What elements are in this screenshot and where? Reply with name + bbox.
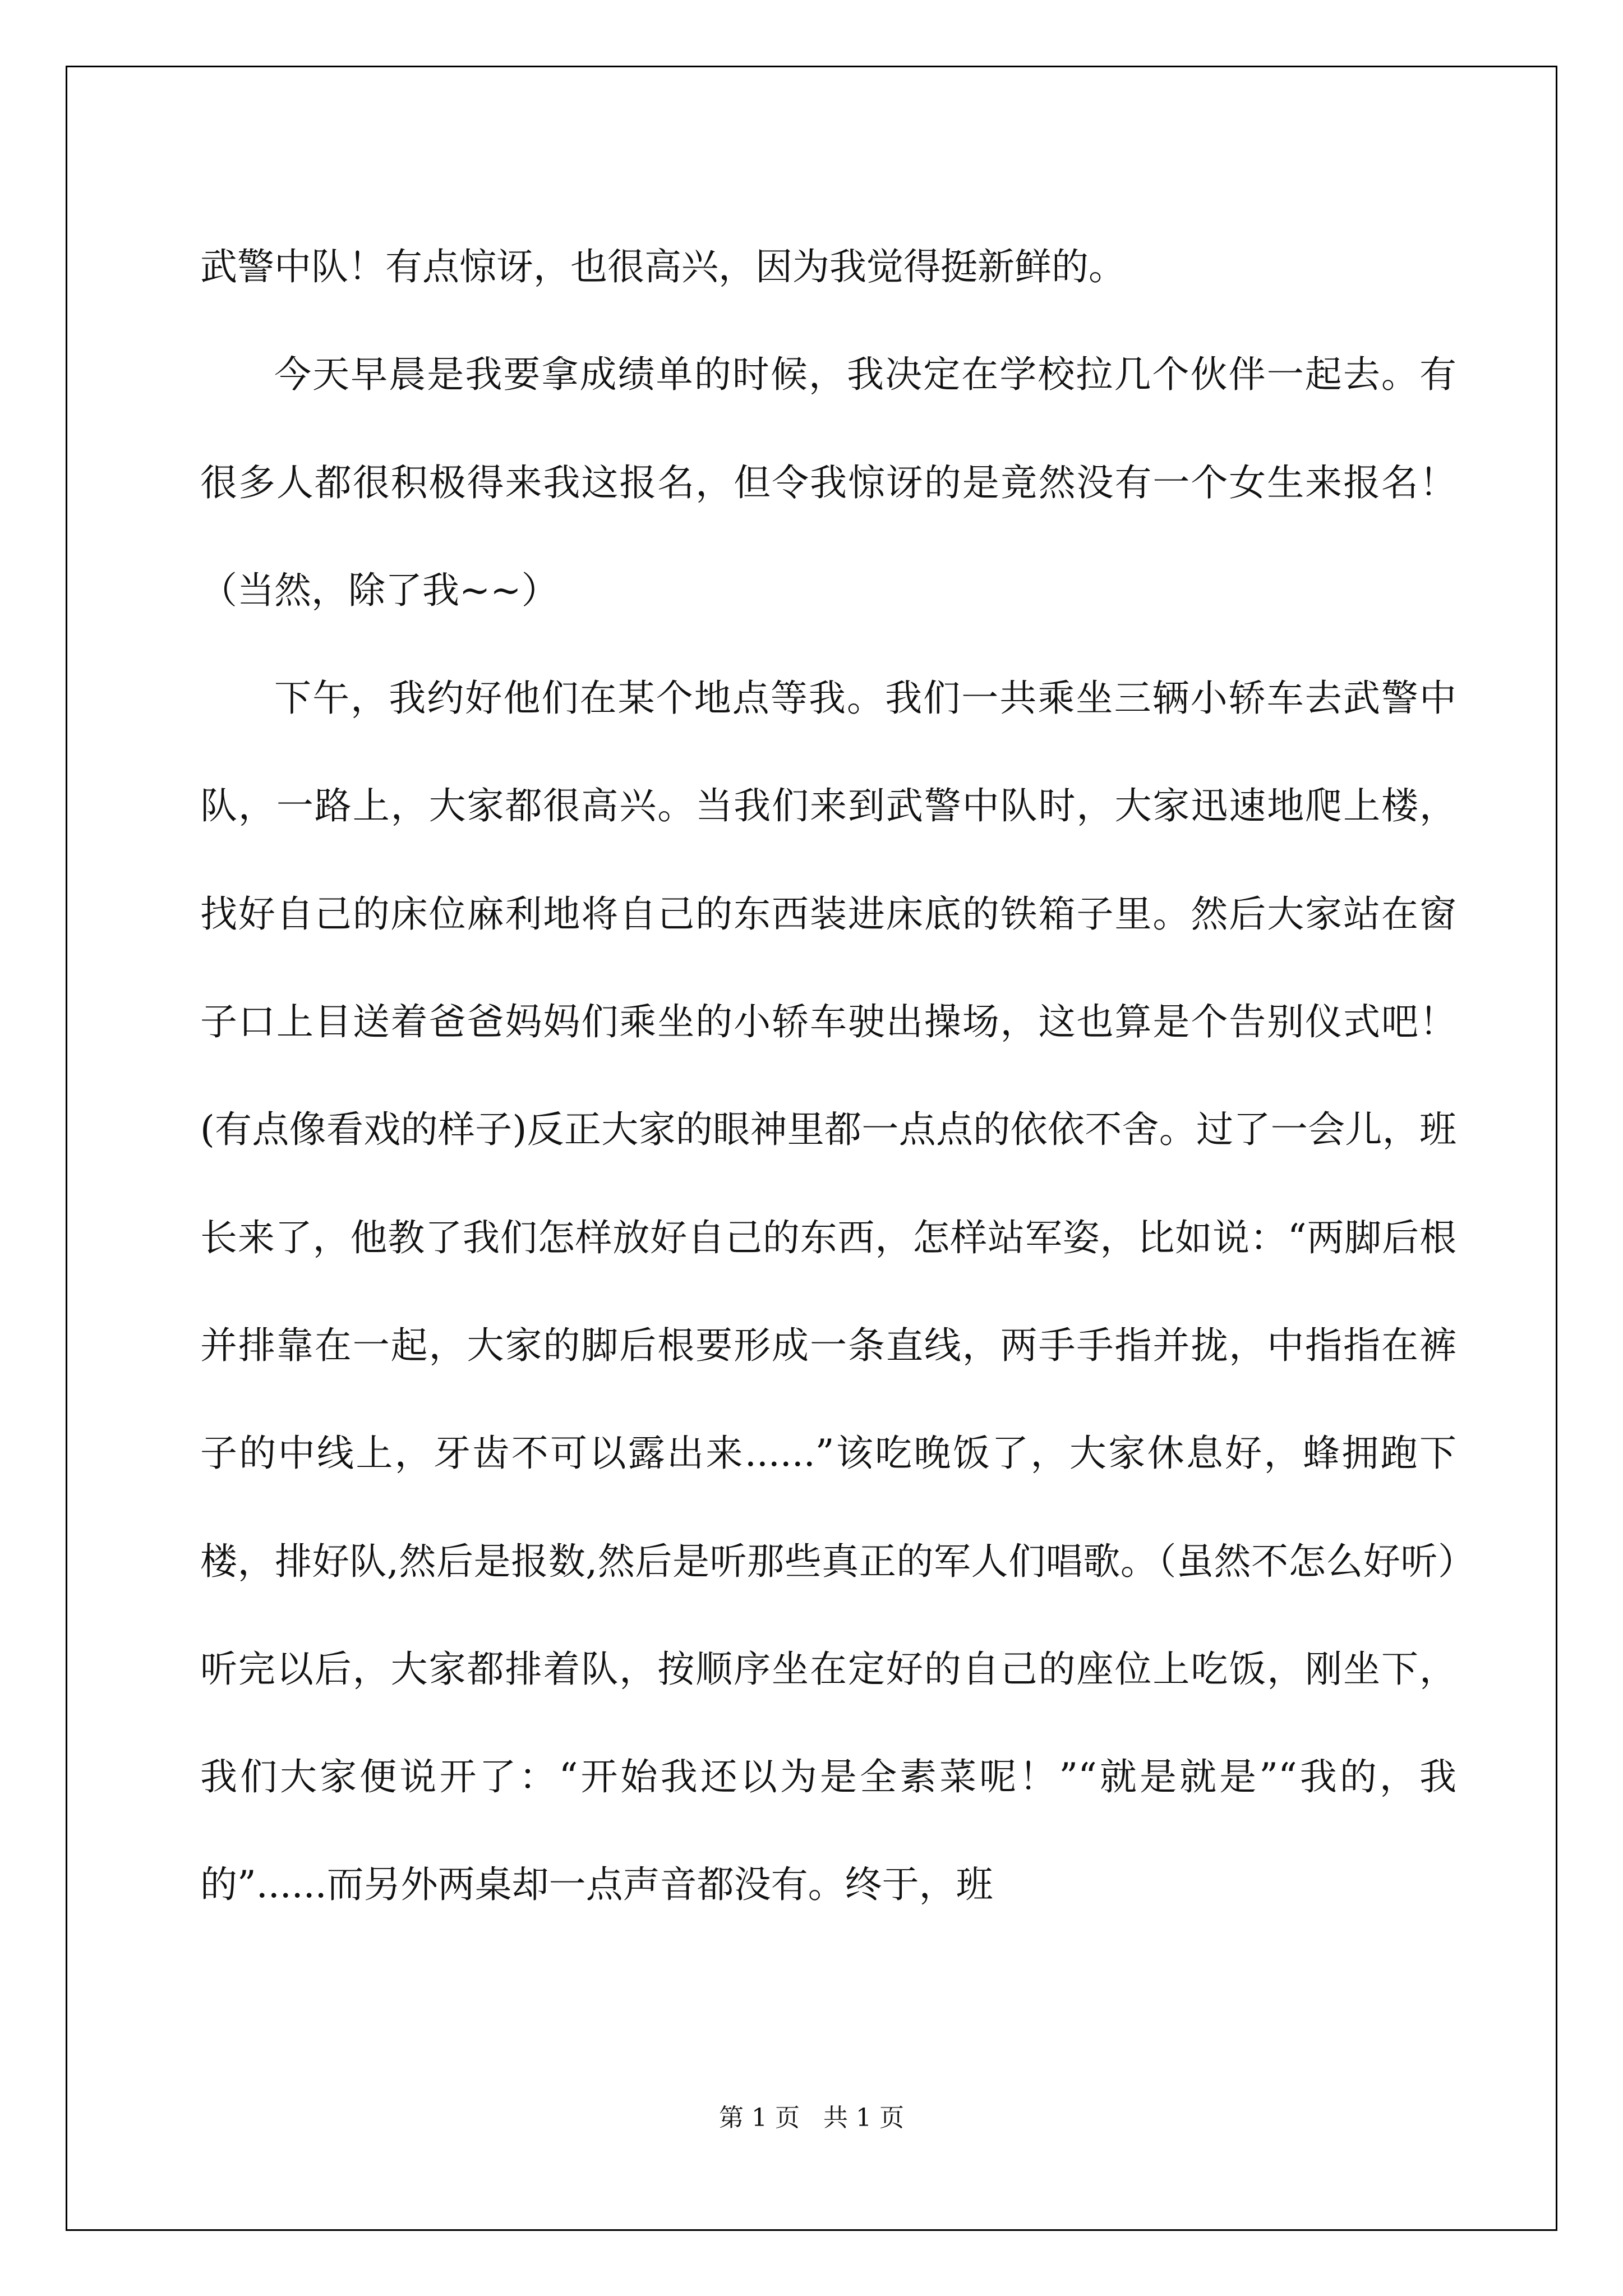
page-number-footer: 第 1 页 共 1 页	[719, 2104, 904, 2132]
document-body	[200, 213, 1456, 1939]
paragraph-2: 今天早晨是我要拿成绩单的时候，我决定在学校拉几个伙伴一起去。有很多人都很积极得来我这报名，但令我惊讶的是竟然没有一个女生来报名！（当然，除了我~~）	[200, 353, 1456, 612]
paragraph-3: 下午，我约好他们在某个地点等我。我们一共乘坐三辆小轿车去武警中队，一路上，大家都很高兴。当我们来到武警中队时，大家迅速地爬上楼，找好自己的床位麻利地将自己的东西装进床底的铁箱子里。然后大家站在窗子口上目送着爸爸妈妈们乘坐的小轿车驶出操场，这也算是个告别仪式吧！(有点像看戏的样子)反正大家的眼神里都一点点的依依不舍。过了一会儿，班长来了，他教了我们怎样放好自己的东西，怎样站军姿，比如说：“两脚后根并排靠在一起，大家的脚后根要形成一条直线，两手手指并拢，中指指在裤子的中线上，牙齿不可以露出来......”该吃晚饭了，大家休息好，蜂拥跑下楼，排好队,然后是报数,然后是听那些真正的军人们唱歌。（虽然不怎么好听）听完以后，大家都排着队，按顺序坐在定好的自己的座位上吃饭，刚坐下，我们大家便说开了：“开始我还以为是全素菜呢！”“就是就是”“我的，我的”......而另外两桌却一点声音都没有。终于，班	[200, 677, 1456, 1907]
paragraph-1: 武警中队！有点惊讶，也很高兴，因为我觉得挺新鲜的。	[200, 245, 1126, 288]
